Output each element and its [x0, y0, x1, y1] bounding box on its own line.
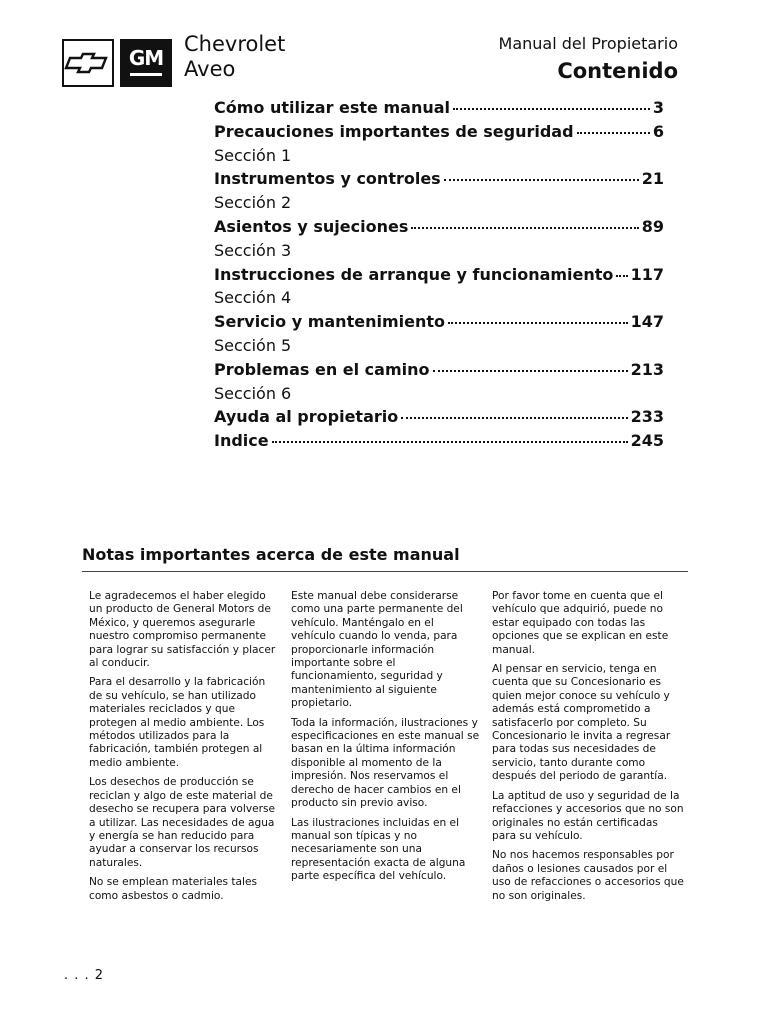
- toc-entry[interactable]: [214, 310, 664, 334]
- brand-make: Chevrolet: [184, 32, 286, 56]
- notes-divider: [82, 571, 688, 572]
- table-of-contents: [214, 96, 664, 453]
- gm-logo-underline: [130, 73, 162, 76]
- toc-section-label: Sección 5: [214, 335, 292, 355]
- toc-leader-dots: [616, 261, 627, 277]
- page-header: [499, 34, 678, 86]
- toc-entry-page: 213: [630, 359, 664, 379]
- toc-leader-dots: [577, 118, 650, 134]
- notes-paragraph: Los desechos de producción se reciclan y algo de este material de desecho se recupera para volverse a utilizar. Las necesidades de agua y energía se han reducido para ayudar a conservar los recursos naturales.: [89, 776, 276, 869]
- toc-leader-dots: [433, 356, 628, 372]
- toc-entry-page: 245: [630, 431, 664, 451]
- notes-paragraph: Toda la información, ilustraciones y especificaciones en este manual se basan en la última información disponible al momento de la impresión. Nos reservamos el derecho de hacer cambios en el producto sin previo aviso.: [291, 716, 480, 810]
- gm-logo-text: GM: [128, 46, 164, 70]
- notes-column-2: [291, 590, 481, 890]
- manual-title: Manual del Propietario: [498, 34, 678, 53]
- toc-entry-title: Cómo utilizar este manual: [214, 98, 451, 117]
- notes-paragraph: Al pensar en servicio, tenga en cuenta que su Concesionario es quien mejor conoce su vehículo y además está comprometido a satisfacerlo por completo. Su Concesionario le invita a regresar para todas sus necesidades de servicio, tanto durante como después del periodo de garantía.: [492, 663, 671, 783]
- toc-section-label: Sección 3: [214, 240, 292, 260]
- toc-entry-title: Ayuda al propietario: [214, 407, 399, 427]
- toc-leader-dots: [272, 427, 628, 443]
- notes-paragraph: Para el desarrollo y la fabricación de su vehículo, se han utilizado materiales reciclados y que protegen al medio ambiente. Los métodos utilizados para la fabricación, también protegen al medio ambiente.: [89, 676, 266, 769]
- notes-paragraph: Le agradecemos el haber elegido un producto de General Motors de México, y queremos asegurarle nuestro compromiso permanente para lograr su satisfacción y placer al conducir.: [89, 590, 276, 670]
- notes-paragraph: La aptitud de uso y seguridad de la refacciones y accesorios que no son originales no están certificadas para su vehículo.: [492, 789, 684, 842]
- toc-entry-title: Indice: [214, 431, 269, 451]
- toc-section-label: Sección 4: [214, 288, 292, 308]
- toc-entry-title: Instrucciones de arranque y funcionamiento: [214, 264, 614, 284]
- toc-entry[interactable]: [214, 429, 664, 453]
- toc-leader-dots: [411, 213, 638, 229]
- toc-entry-title: Precauciones importantes de seguridad: [214, 121, 574, 141]
- gm-logo: [120, 39, 172, 87]
- toc-leader-dots: [448, 308, 628, 324]
- toc-entry[interactable]: [214, 215, 664, 239]
- toc-entry[interactable]: [214, 263, 664, 287]
- toc-leader-dots: [401, 403, 627, 419]
- chevrolet-logo: [62, 39, 114, 87]
- toc-entry-page: 6: [652, 121, 664, 141]
- brand-model: Aveo: [184, 57, 236, 81]
- toc-section-label: Sección 2: [214, 193, 292, 213]
- bowtie-icon: [64, 41, 112, 85]
- toc-entry[interactable]: [214, 167, 664, 191]
- contents-title: Contenido: [557, 59, 678, 83]
- brand-title: [184, 32, 285, 82]
- toc-entry-title: Instrumentos y controles: [214, 169, 441, 189]
- toc-entry[interactable]: [214, 120, 664, 144]
- toc-entry-title: Problemas en el camino: [214, 359, 430, 379]
- notes-paragraph: Por favor tome en cuenta que el vehículo que adquirió, puede no estar equipado con todas las opciones que se explican en este manual.: [492, 590, 669, 656]
- toc-leader-dots: [444, 165, 639, 181]
- toc-entry[interactable]: [214, 96, 664, 120]
- notes-paragraph: Este manual debe considerarse como una parte permanente del vehículo. Manténgalo en el vehículo cuando lo venda, para proporcionarle información importante sobre el funcionamiento, seguridad y mantenimiento al siguiente propietario.: [291, 590, 463, 710]
- toc-entry[interactable]: [214, 358, 664, 382]
- toc-leader-dots: [453, 94, 650, 110]
- toc-entry-page: 89: [641, 216, 664, 236]
- toc-section-label: Sección 1: [214, 145, 292, 165]
- toc-entry-page: 3: [652, 98, 664, 117]
- toc-entry-page: 147: [630, 312, 664, 332]
- notes-paragraph: Las ilustraciones incluidas en el manual son típicas y no necesariamente son una representación exacta de alguna parte específica del vehículo.: [291, 816, 466, 883]
- toc-entry-title: Asientos y sujeciones: [214, 216, 409, 236]
- notes-paragraph: No se emplean materiales tales como asbestos o cadmio.: [89, 876, 258, 902]
- notes-column-1: [89, 590, 277, 909]
- toc-entry[interactable]: [214, 405, 664, 429]
- toc-section-label: Sección 6: [214, 383, 292, 403]
- toc-entry-page: 21: [641, 169, 664, 189]
- page-number: . . . 2: [64, 968, 105, 983]
- toc-entry-title: Servicio y mantenimiento: [214, 312, 445, 332]
- toc-entry-page: 117: [630, 264, 664, 284]
- notes-column-3: [492, 590, 684, 909]
- notes-heading: Notas importantes acerca de este manual: [82, 545, 460, 564]
- toc-entry-page: 233: [630, 407, 664, 427]
- notes-paragraph: No nos hacemos responsables por daños o lesiones causados por el uso de refacciones o accesorios que no son originales.: [492, 849, 684, 902]
